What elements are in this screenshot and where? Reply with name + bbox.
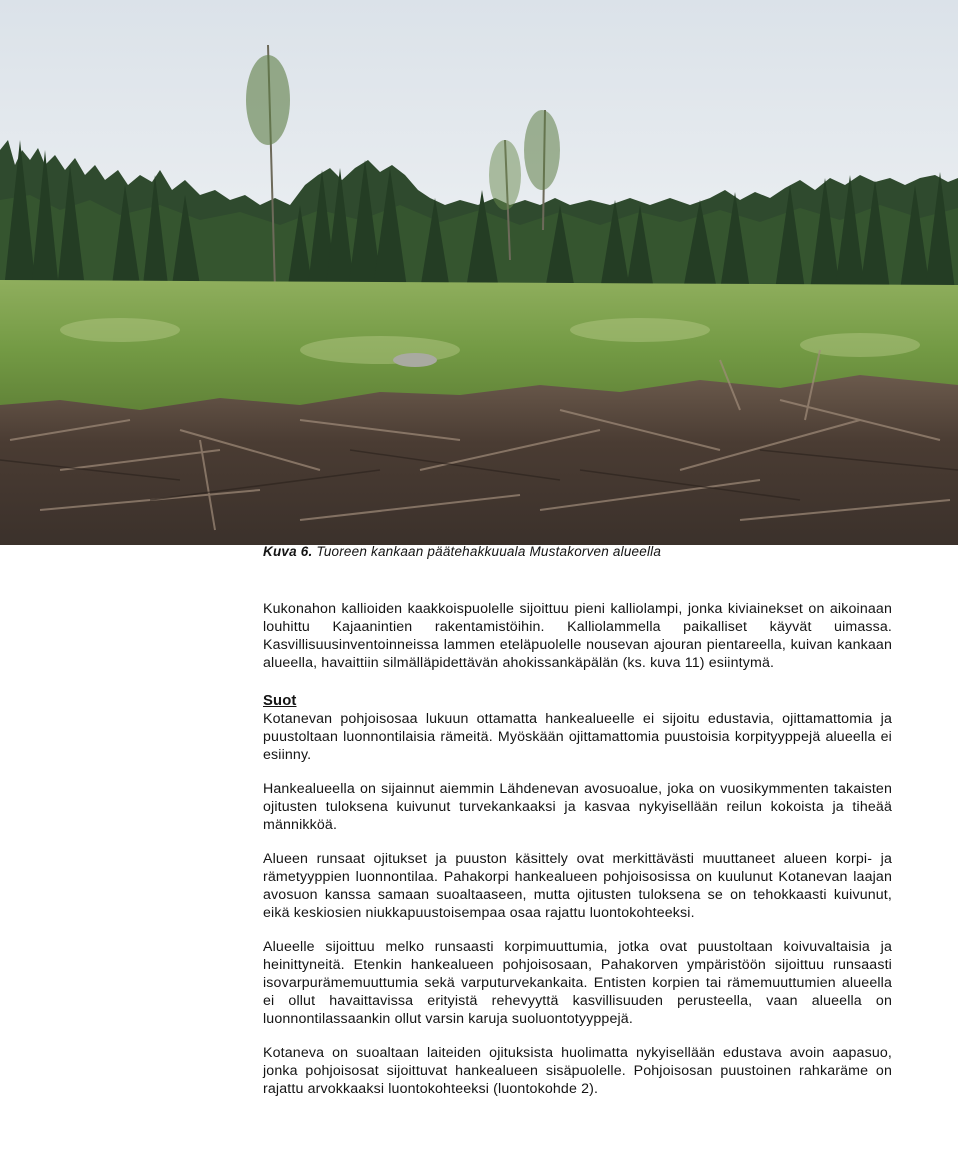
suot-paragraph-1: Kotanevan pohjoisosaa lukuun ottamatta hankealueelle ei sijoitu edustavia, ojittamattomia ja puustoltaan luonnontilaisia rämeitä. Myöskään ojittamattomia puustoisia korpityyppejä alueella ei esiinny.	[263, 711, 892, 763]
suot-paragraph-3: Alueen runsaat ojitukset ja puuston käsittely ovat merkittävästi muuttaneet alueen korpi- ja rämetyyppien luonnontilaa. Pahakorpi hankealueen pohjoisosissa on kuulunut Kotanevan laajan avosuon kanssa samaan suoaltaaseen, mutta ojitusten tuloksena se on tehokkaasti kuivunut, eikä keskiosien niukkapuustoisempaa osaa rajattu luontokohteeksi.	[263, 851, 892, 921]
clearcut-forest-photo	[0, 0, 958, 545]
figure-caption-label: Kuva 6.	[263, 544, 313, 559]
body-text	[263, 600, 892, 1114]
intro-paragraph: Kukonahon kallioiden kaakkoispuolelle sijoittuu pieni kalliolampi, jonka kiviainekset on aikoinaan louhittu Kajaanintien rakentamistöihin. Kalliolammella paikalliset käyvät uimassa. Kasvillisuusinventoinneissa lammen eteläpuolelle nousevan ajouran pientareella, kuivan kankaan alueella, havaittiin silmälläpidettävän ahokissankäpälän (ks. kuva 11) esiintymä.	[263, 601, 892, 671]
suot-paragraph-2: Hankealueella on sijainnut aiemmin Lähdenevan avosuoalue, joka on vuosikymmenten takaisten ojitusten tuloksena kuivunut turvekankaaksi ja kasvaa nykyisellään reilun kokoista ja tiheää männikköä.	[263, 781, 892, 833]
figure-caption	[263, 544, 661, 559]
suot-paragraph-5: Kotaneva on suoaltaan laiteiden ojituksista huolimatta nykyisellään edustava avoin aapasuo, jonka pohjoisosat sijoittuvat hankealueen sisäpuolelle. Pohjoisosan puustoinen rahkaräme on rajattu arvokkaaksi luontokohteeksi (luontokohde 2).	[263, 1045, 892, 1097]
suot-paragraph-4: Alueelle sijoittuu melko runsaasti korpimuuttumia, jotka ovat puustoltaan koivuvaltaisia ja heinittyneitä. Etenkin hankealueen pohjoisosaan, Pahakorven ympäristöön sijoittuu runsaasti isovarpurämemuuttumia sekä varputurvekankaita. Entisten korpien tai rämemuuttumien alueella ei ollut havaittavissa erityistä rehevyyttä kasvillisuuden perusteella, vaan alueella on luonnontilassaankin ollut varsin karuja suoluontotyyppejä.	[263, 939, 892, 1027]
section-heading-suot: Suot	[263, 693, 297, 709]
figure-caption-text: Tuoreen kankaan päätehakkuuala Mustakorven alueella	[316, 544, 662, 559]
